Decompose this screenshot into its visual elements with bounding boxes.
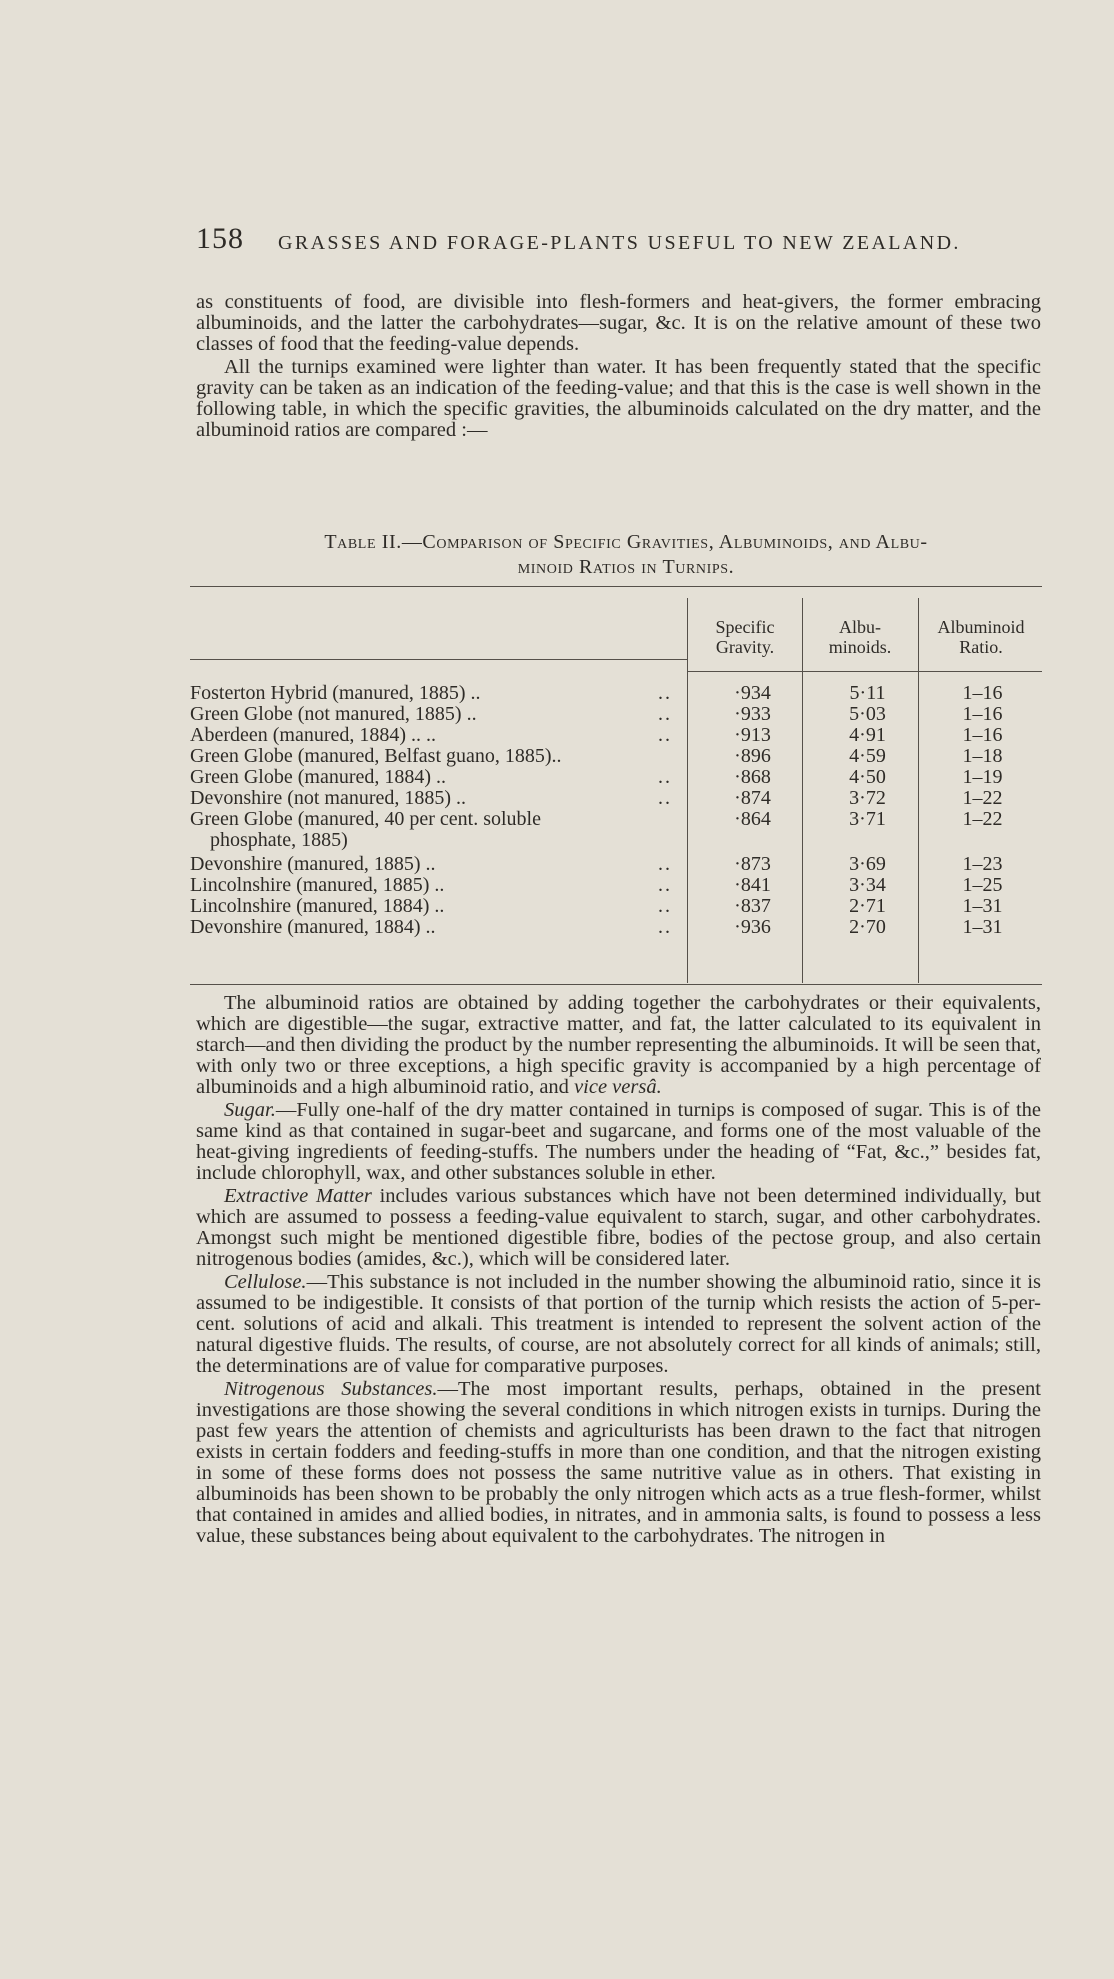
italic-text: vice versâ. [574, 1076, 662, 1098]
intro-paragraph-1: as constituents of food, are divisible into flesh-formers and heat-givers, the former embracing albuminoids, and the latter the carbohydrates—sugar, &c. It is on the relative amount of these two classes of food that the feeding-value depends. [196, 291, 1041, 355]
row-name-continuation: phosphate, 1885) [210, 829, 348, 851]
table-caption-line-2: minoid Ratios in Turnips. [517, 556, 735, 578]
column-divider [687, 598, 688, 983]
intro-paragraph-2: All the turnips examined were lighter than water. It has been frequently stated that the specific gravity can be taken as an indication of the feeding-value; and that this is the case is well shown in the following table, in which the specific gravities, the albuminoids calculated on the dry matter, and the albuminoid ratios are compared :— [196, 356, 1041, 441]
col-header-albuminoid-ratio [920, 617, 1042, 657]
paragraph-text: —The most important results, perhaps, obtained in the present investigations are those showing the several conditions in which nitrogen exists in turnips. During the past few years the attention of chemists and agriculturists has been drawn to the fact that nitrogen exists in certain fodders and feeding-stuffs in more than one condition, and that the nitrogen existing in some of these forms does not possess the same nutritive value as in others. That existing in albuminoids has been shown to be probably the only nitrogen which acts as a true flesh-former, whilst that contained in amides and allied bodies, in nitrates, and in ammonia salts, is found to possess a less value, these substances being about equivalent to the carbohydrates. The nitrogen in [196, 1378, 1041, 1547]
paragraph-text: —This substance is not included in the number showing the albuminoid ratio, since it is assumed to be indigestible. It consists of that portion of the turnip which resists the action of 5-per-cent. solutions of acid and alkali. This treatment is intended to represent the solvent action of the natural digestive fluids. The results, of course, are not absolutely correct for all kinds of animals; still, the determinations are of value for comparative purposes. [196, 1271, 1041, 1377]
col-header-line: Albuminoid [937, 617, 1025, 637]
cell-specific-gravity: ·873 [734, 853, 771, 875]
paragraph-cellulose [196, 1272, 1041, 1377]
row-name: Devonshire (manured, 1884) .. [190, 916, 436, 938]
row-name: Green Globe (manured, 40 per cent. soluble [190, 808, 541, 830]
cell-specific-gravity: ·934 [734, 682, 771, 704]
row-name: Aberdeen (manured, 1884) .. .. [190, 724, 437, 746]
table-top-rule [190, 586, 1042, 587]
row-name: Green Globe (not manured, 1885) .. [190, 703, 477, 725]
cell-specific-gravity: ·864 [734, 808, 771, 830]
cell-albuminoids: 4·50 [849, 766, 886, 788]
cell-ratio: 1–22 [962, 808, 1003, 830]
running-title: GRASSES AND FORAGE-PLANTS USEFUL TO NEW ZEALAND. [278, 232, 961, 254]
cell-albuminoids: 4·91 [849, 724, 886, 746]
cell-albuminoids: 3·71 [849, 808, 886, 830]
cell-specific-gravity: ·837 [734, 895, 771, 917]
italic-heading: Cellulose. [224, 1271, 307, 1293]
row-leader: .. [658, 916, 672, 938]
col-header-line: Gravity. [715, 637, 775, 657]
cell-ratio: 1–19 [962, 766, 1003, 788]
cell-specific-gravity: ·896 [734, 745, 771, 767]
intro-text [196, 292, 1041, 441]
header-rule [687, 671, 1042, 672]
cell-specific-gravity: ·868 [734, 766, 771, 788]
row-leader: .. [658, 853, 672, 875]
cell-albuminoids: 3·34 [849, 874, 886, 896]
table-bottom-rule [190, 984, 1042, 985]
page-number: 158 [196, 222, 244, 255]
cell-ratio: 1–16 [962, 682, 1003, 704]
paragraph-albuminoid-ratios [196, 993, 1041, 1098]
turnip-comparison-table [190, 586, 1042, 990]
col-header-line: Ratio. [959, 637, 1003, 657]
header-rule [190, 659, 687, 660]
cell-albuminoids: 3·69 [849, 853, 886, 875]
italic-heading: Nitrogenous Substances. [224, 1378, 438, 1400]
row-leader: .. [658, 874, 672, 896]
paragraph-text: includes various substances which have not been determined individually, but which are assumed to possess a feeding-value equivalent to starch, sugar, and other carbohydrates. Amongst such might be mentioned digestible fibre, bodies of the pectose group, and also certain nitrogenous bodies (amides, &c.), which will be considered later. [196, 1185, 1042, 1270]
paragraph-text: —Fully one-half of the dry matter contained in turnips is composed of sugar. This is of the same kind as that contained in sugar-beet and sugarcane, and forms one of the most valuable of the heat-giving ingredients of feeding-stuffs. The numbers under the heading of “Fat, &c.,” besides fat, include chlorophyll, wax, and other substances soluble in ether. [196, 1099, 1041, 1184]
row-name: Green Globe (manured, Belfast guano, 1885).. [190, 745, 562, 767]
row-name: Devonshire (manured, 1885) .. [190, 853, 436, 875]
cell-albuminoids: 3·72 [849, 787, 886, 809]
row-leader: .. [658, 724, 672, 746]
cell-ratio: 1–22 [962, 787, 1003, 809]
table-caption-line-1: Table II.—Comparison of Specific Gravities, Albuminoids, and Albu- [324, 531, 928, 553]
cell-albuminoids: 5·03 [849, 703, 886, 725]
cell-ratio: 1–23 [962, 853, 1003, 875]
italic-heading: Sugar. [224, 1099, 276, 1121]
cell-albuminoids: 2·71 [849, 895, 886, 917]
cell-ratio: 1–16 [962, 703, 1003, 725]
cell-specific-gravity: ·936 [734, 916, 771, 938]
col-header-specific-gravity [690, 617, 800, 657]
col-header-line: minoids. [828, 637, 892, 657]
cell-ratio: 1–25 [962, 874, 1003, 896]
cell-specific-gravity: ·933 [734, 703, 771, 725]
cell-ratio: 1–16 [962, 724, 1003, 746]
italic-heading: Extractive Matter [224, 1185, 372, 1207]
col-header-albuminoids [805, 617, 915, 657]
row-leader: .. [658, 682, 672, 704]
paragraph-nitrogenous-substances [196, 1379, 1041, 1547]
cell-albuminoids: 5·11 [849, 682, 886, 704]
cell-ratio: 1–31 [962, 916, 1003, 938]
row-name: Devonshire (not manured, 1885) .. [190, 787, 467, 809]
cell-albuminoids: 2·70 [849, 916, 886, 938]
cell-specific-gravity: ·874 [734, 787, 771, 809]
row-leader: .. [658, 703, 672, 725]
table-caption [216, 530, 1036, 580]
cell-albuminoids: 4·59 [849, 745, 886, 767]
row-name: Lincolnshire (manured, 1884) .. [190, 895, 445, 917]
row-leader: .. [658, 766, 672, 788]
row-name: Green Globe (manured, 1884) .. [190, 766, 447, 788]
col-header-line: Albu- [839, 617, 881, 637]
row-name: Fosterton Hybrid (manured, 1885) .. [190, 682, 481, 704]
paragraph-extractive-matter [196, 1186, 1041, 1270]
page-header [196, 222, 1046, 262]
col-header-line: Specific [715, 617, 775, 637]
cell-ratio: 1–31 [962, 895, 1003, 917]
paragraph-sugar [196, 1100, 1041, 1184]
row-leader: .. [658, 787, 672, 809]
paragraph-text: The albuminoid ratios are obtained by adding together the carbohydrates or their equivalents, which are digestible—the sugar, extractive matter, and fat, the latter calculated to its equivalent in starch—and then dividing the product by the number representing the albuminoids. It will be seen that, with only two or three exceptions, a high specific gravity is accompanied by a high percentage of albuminoids and a high albuminoid ratio, and [196, 992, 1041, 1098]
cell-specific-gravity: ·913 [734, 724, 771, 746]
row-leader: .. [658, 895, 672, 917]
cell-ratio: 1–18 [962, 745, 1003, 767]
body-text [196, 993, 1041, 1547]
cell-specific-gravity: ·841 [734, 874, 771, 896]
row-name: Lincolnshire (manured, 1885) .. [190, 874, 445, 896]
